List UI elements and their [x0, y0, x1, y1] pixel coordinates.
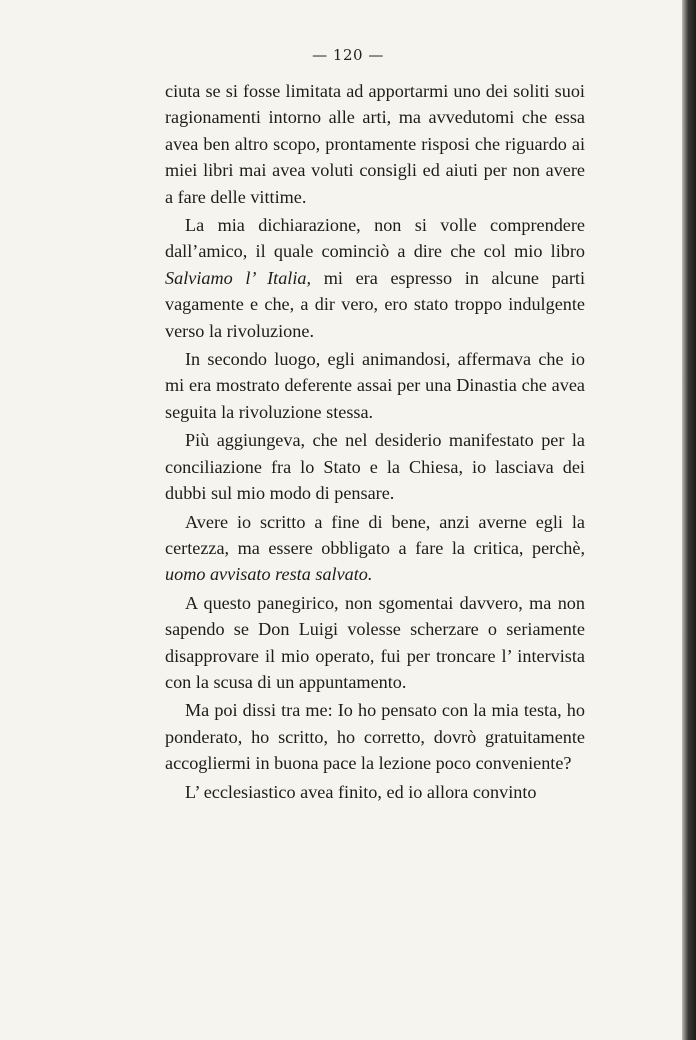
paragraph — [165, 509, 585, 588]
page-binding-edge — [682, 0, 696, 1040]
text-run: ciuta se si fosse limitata ad apportarmi uno dei soliti suoi ragionamenti intorno alle arti, ma avvedutomi che essa avea ben altro scopo, prontamente risposi che riguardo ai miei libri mai avea voluti consigli ed aiuti per non avere a fare delle vittime. — [165, 81, 585, 207]
body-text — [165, 78, 585, 805]
text-run: Ma poi dissi tra me: Io ho pensato con la mia testa, ho ponderato, ho scritto, ho corretto, dovrò gratuitamente accogliermi in buona pace la lezione poco conveniente? — [165, 700, 585, 774]
text-run: mi era espresso in alcune parti vagamente e che, a dir vero, ero stato troppo indulgente verso la rivoluzione. — [165, 267, 585, 341]
text-run: Più aggiungeva, che nel desiderio manifestato per la conciliazione fra lo Stato e la Chiesa, io lasciava dei dubbi sul mio modo di pensare. — [165, 430, 585, 504]
paragraph — [165, 346, 585, 425]
paragraph — [165, 78, 585, 210]
text-run: In secondo luogo, egli animandosi, affermava che io mi era mostrato deferente assai per una Dinastia che avea seguita la rivoluzione stessa. — [165, 349, 585, 422]
paragraph — [165, 212, 585, 344]
paragraph — [165, 779, 585, 805]
text-run: Avere io scritto a fine di bene, anzi averne egli la certezza, ma essere obbligato a fare la critica, perchè, — [165, 511, 585, 558]
paragraph — [165, 427, 585, 506]
book-title: Salviamo l’ Italia, — [165, 267, 312, 288]
text-run: La mia dichiarazione, non si volle comprendere dall’amico, il quale cominciò a dire che col mio libro — [165, 215, 585, 262]
text-run: A questo panegirico, non sgomentai davvero, ma non sapendo se Don Luigi volesse scherzare o seriamente disapprovare il mio operato, fui per troncare l’ intervista con la scusa di un appuntamento. — [165, 592, 585, 692]
proverb: uomo avvisato resta salvato. — [165, 564, 373, 585]
paragraph — [165, 590, 585, 696]
text-run: L’ ecclesiastico avea finito, ed io allora convinto — [185, 781, 537, 802]
paragraph — [165, 697, 585, 776]
page-number: — 120 — — [312, 46, 384, 64]
